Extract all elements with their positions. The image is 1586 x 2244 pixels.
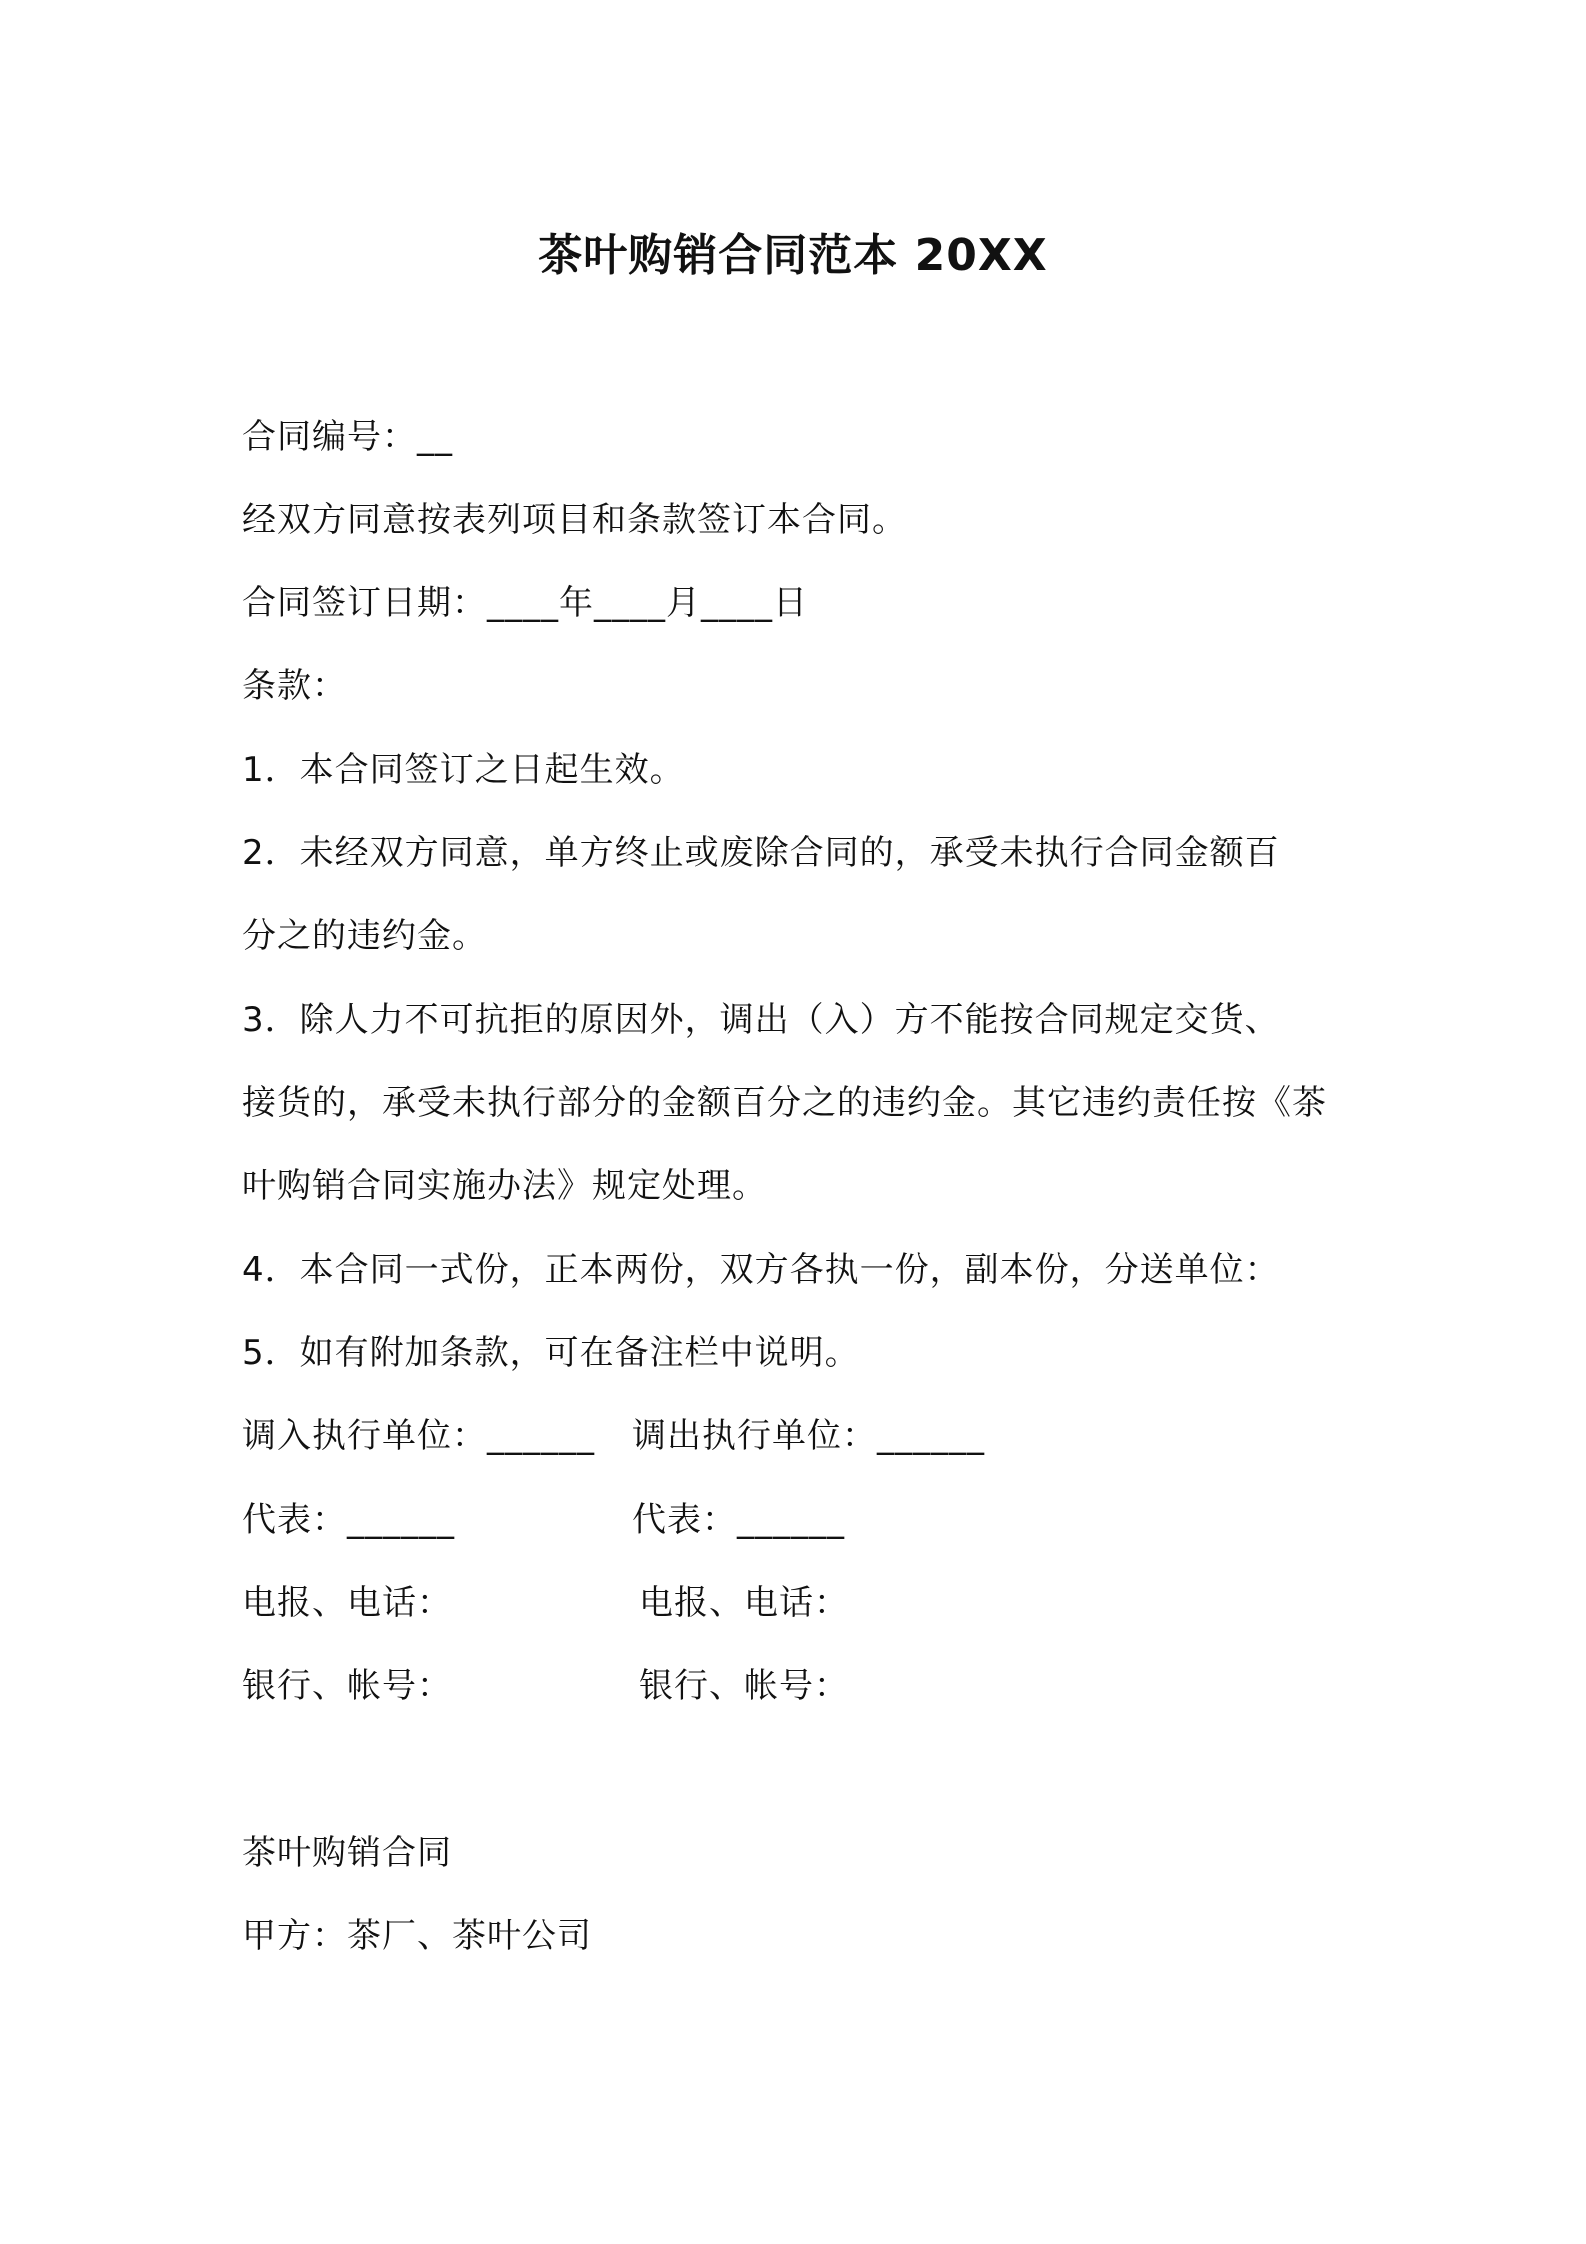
- terms-heading: 条款：: [242, 666, 347, 706]
- term-3-line-3: 叶购销合同实施办法》规定处理。: [242, 1166, 767, 1206]
- bank-account-left: 银行、帐号：: [242, 1666, 452, 1706]
- term-2-line-1: 2．未经双方同意，单方终止或废除合同的，承受未执行合同金额百: [242, 833, 1280, 873]
- party-a: 甲方：茶厂、茶叶公司: [242, 1916, 592, 1956]
- intro-text: 经双方同意按表列项目和条款签订本合同。: [242, 500, 907, 540]
- import-unit: 调入执行单位：______: [242, 1416, 595, 1456]
- term-1: 1．本合同签订之日起生效。: [242, 750, 685, 790]
- contract-subtitle: 茶叶购销合同: [242, 1833, 452, 1873]
- term-4: 4．本合同一式份，正本两份，双方各执一份，副本份，分送单位：: [242, 1250, 1280, 1290]
- representative-left: 代表：______: [242, 1500, 455, 1540]
- term-3-line-1: 3．除人力不可抗拒的原因外，调出（入）方不能按合同规定交货、: [242, 1000, 1280, 1040]
- term-3-line-2: 接货的，承受未执行部分的金额百分之的违约金。其它违约责任按《茶: [242, 1083, 1327, 1123]
- page-title: 茶叶购销合同范本 20XX: [538, 230, 1048, 281]
- bank-account-right: 银行、帐号：: [639, 1666, 849, 1706]
- term-2-line-2: 分之的违约金。: [242, 916, 487, 956]
- sign-date: 合同签订日期：____年____月____日: [242, 583, 808, 623]
- telegraph-phone-right: 电报、电话：: [639, 1583, 849, 1623]
- term-5: 5．如有附加条款，可在备注栏中说明。: [242, 1333, 860, 1373]
- contract-number: 合同编号：__: [242, 417, 453, 457]
- representative-right: 代表：______: [632, 1500, 845, 1540]
- telegraph-phone-left: 电报、电话：: [242, 1583, 452, 1623]
- export-unit: 调出执行单位：______: [632, 1416, 985, 1456]
